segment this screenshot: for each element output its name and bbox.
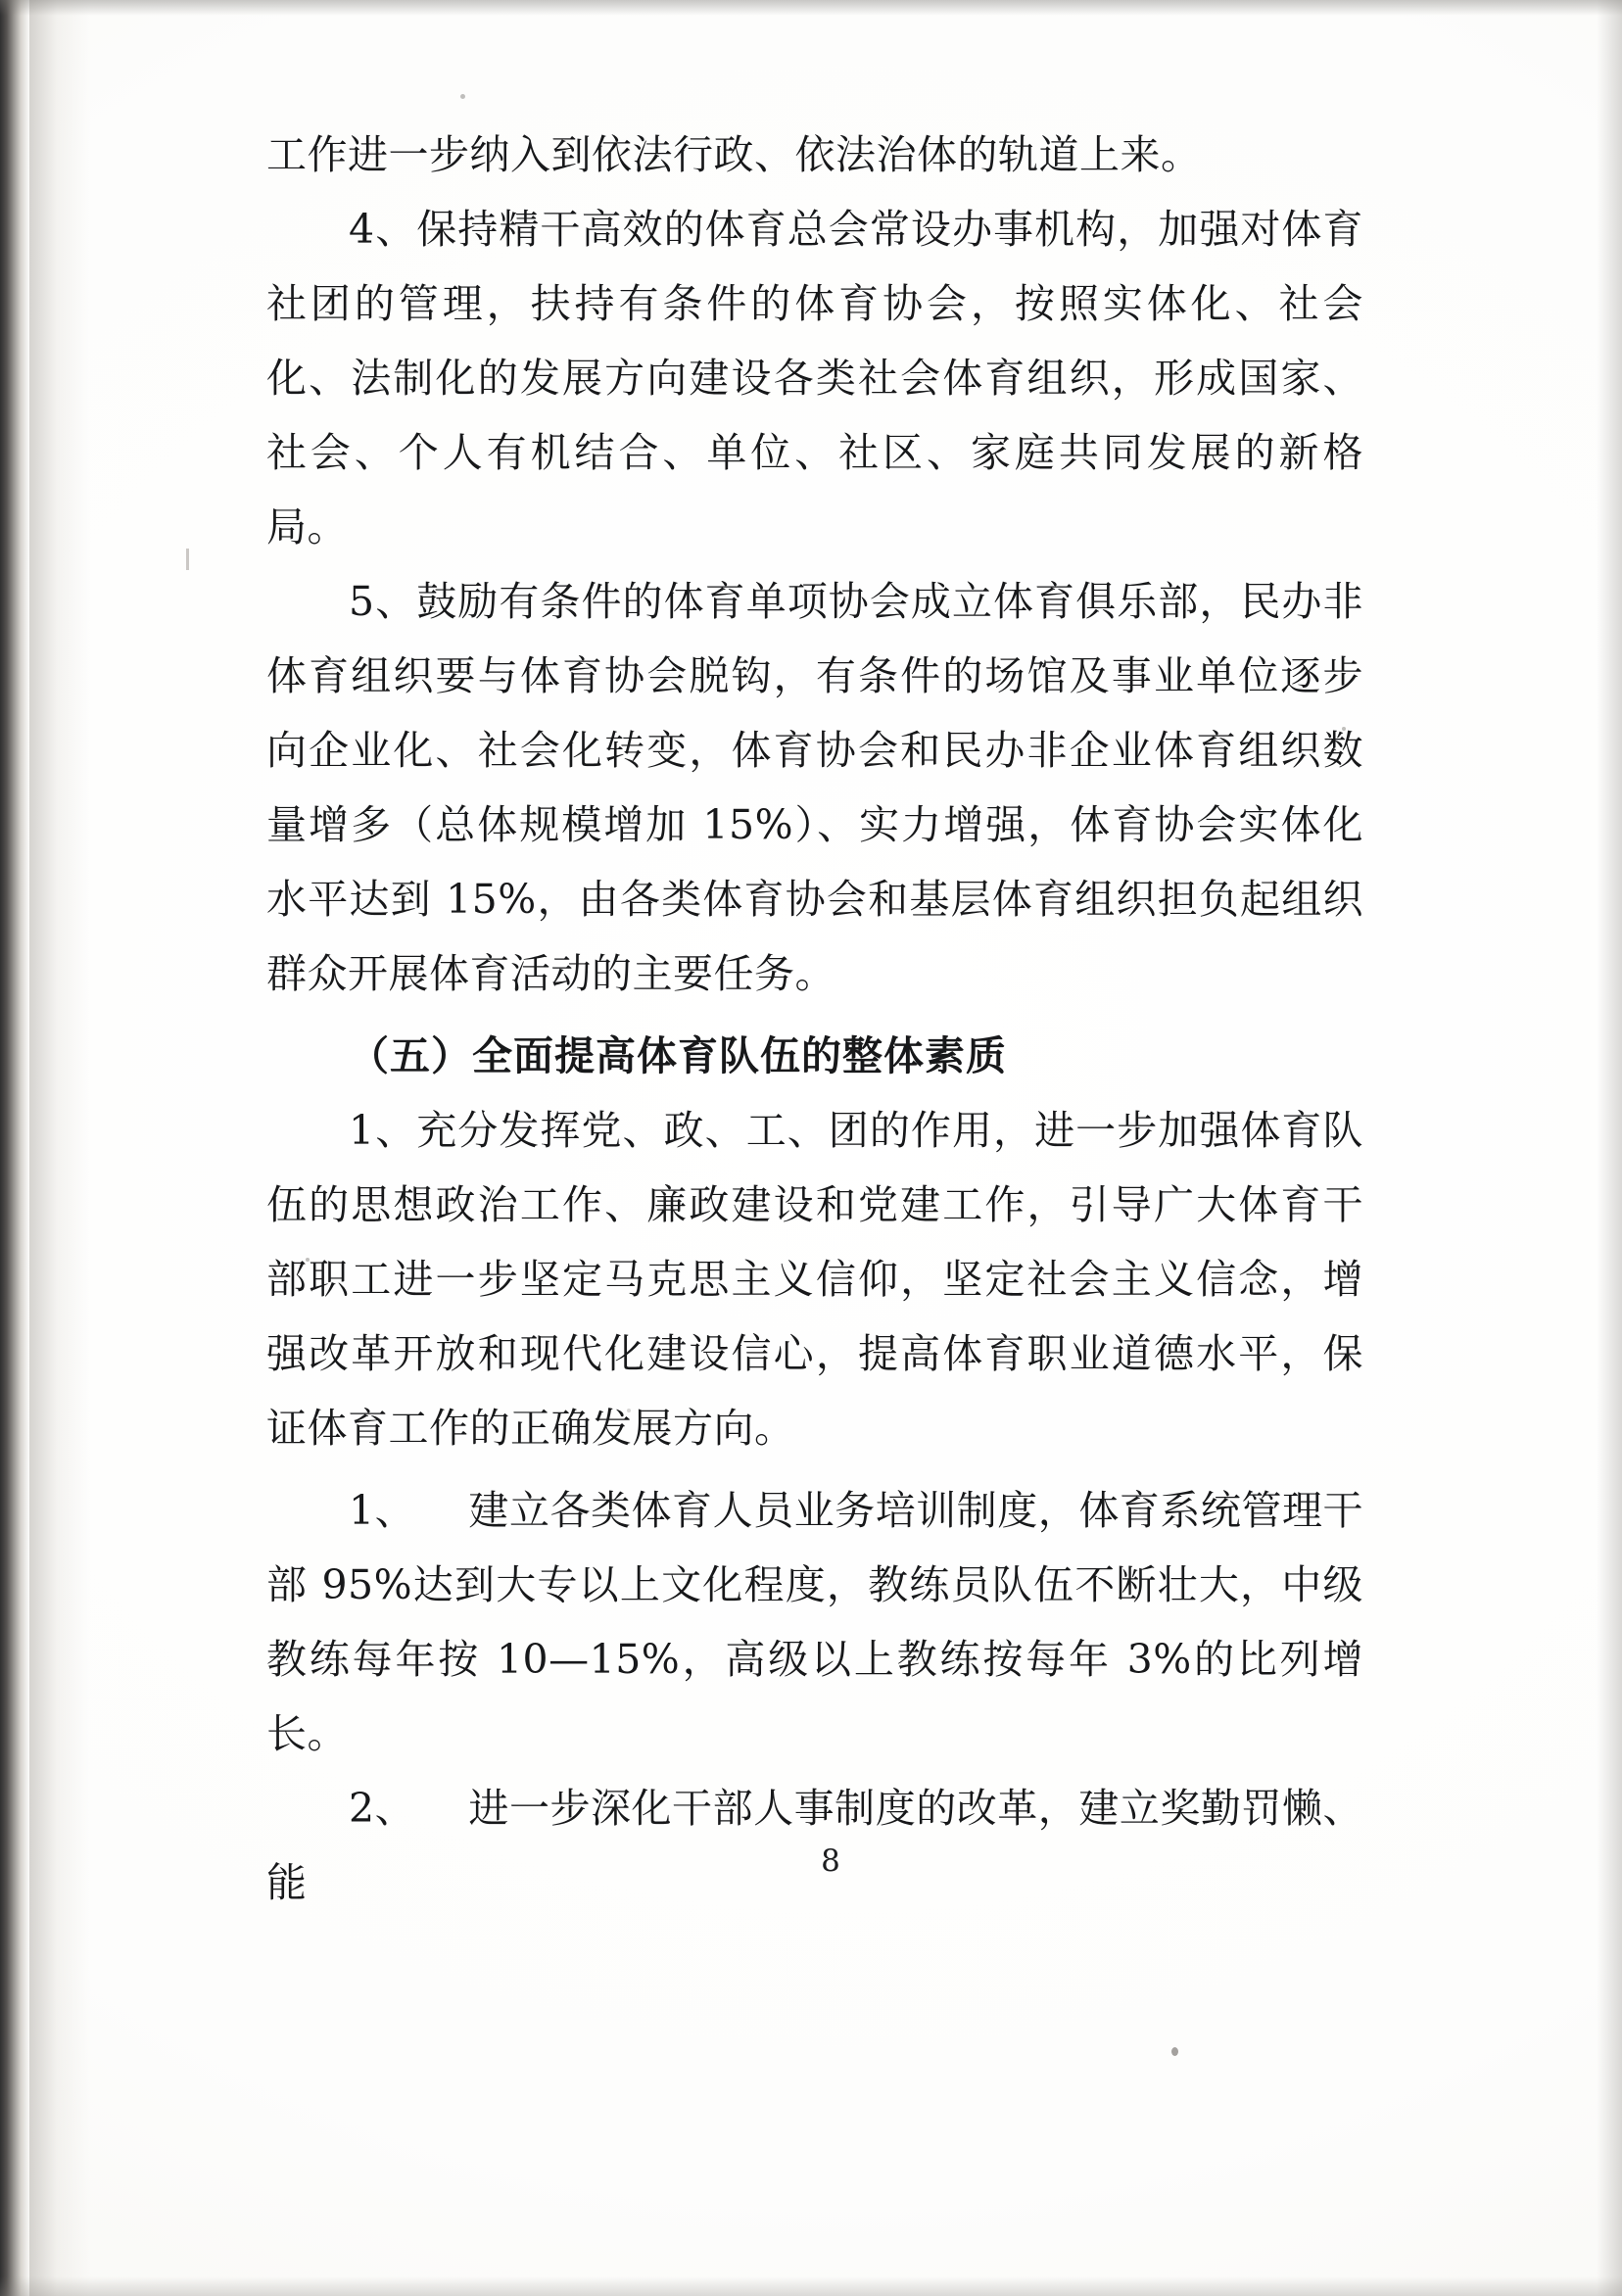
page-number: 8	[821, 1843, 840, 1879]
scan-speck-mark	[186, 549, 189, 570]
scan-left-edge-shadow	[0, 0, 29, 2296]
section-heading-five: （五）全面提高体育队伍的整体素质	[349, 1032, 1008, 1079]
scan-bottom-edge-shadow	[0, 2276, 1622, 2296]
paragraph-sub-item-1: 1、充分发挥党、政、工、团的作用，进一步加强体育队伍的思想政治工作、廉政建设和党建工作，引导广大体育干部职工进一步坚定马克思主义信仰，坚定社会主义信念，增强改革开放和现代化建设信心，提高体育职业道德水平，保证体育工作的正确发展方向。	[266, 1107, 1363, 1452]
paragraph-spacer	[266, 1011, 1363, 1019]
paragraph-sub-item-3: 2、 进一步深化干部人事制度的改革，建立奖勤罚懒、能	[266, 1785, 1363, 1906]
scan-top-edge-shadow	[0, 0, 1622, 16]
paragraph-spacer	[266, 1465, 1363, 1473]
paragraph-item-4: 4、保持精干高效的体育总会常设办事机构，加强对体育社团的管理，扶持有条件的体育协会，按照实体化、社会化、法制化的发展方向建设各类社会体育组织，形成国家、社会、个人有机结合、单位、社区、家庭共同发展的新格局。	[266, 206, 1363, 550]
scan-speck-mark	[460, 94, 465, 99]
scan-speck-mark	[1171, 2047, 1178, 2056]
document-body	[266, 118, 1363, 1920]
paragraph-item-5: 5、鼓励有条件的体育单项协会成立体育俱乐部，民办非体育组织要与体育协会脱钩，有条件的场馆及事业单位逐步向企业化、社会化转变，体育协会和民办非企业体育组织数量增多（总体规模增加 15%）、实力增强，体育协会实体化水平达到 15%，由各类体育协会和基层体育组织担负起组织群众开展体育活动的主要任务。	[266, 578, 1363, 997]
paragraph-continuation: 工作进一步纳入到依法行政、依法治体的轨道上来。	[266, 131, 1202, 178]
paragraph-sub-item-2: 1、 建立各类体育人员业务培训制度，体育系统管理干部 95%达到大专以上文化程度，教练员队伍不断壮大，中级教练每年按 10—15%，高级以上教练按每年 3%的比列增长。	[266, 1487, 1363, 1757]
scan-left-fold-gradient	[29, 0, 90, 2296]
scan-right-edge-shadow	[1597, 0, 1622, 2296]
